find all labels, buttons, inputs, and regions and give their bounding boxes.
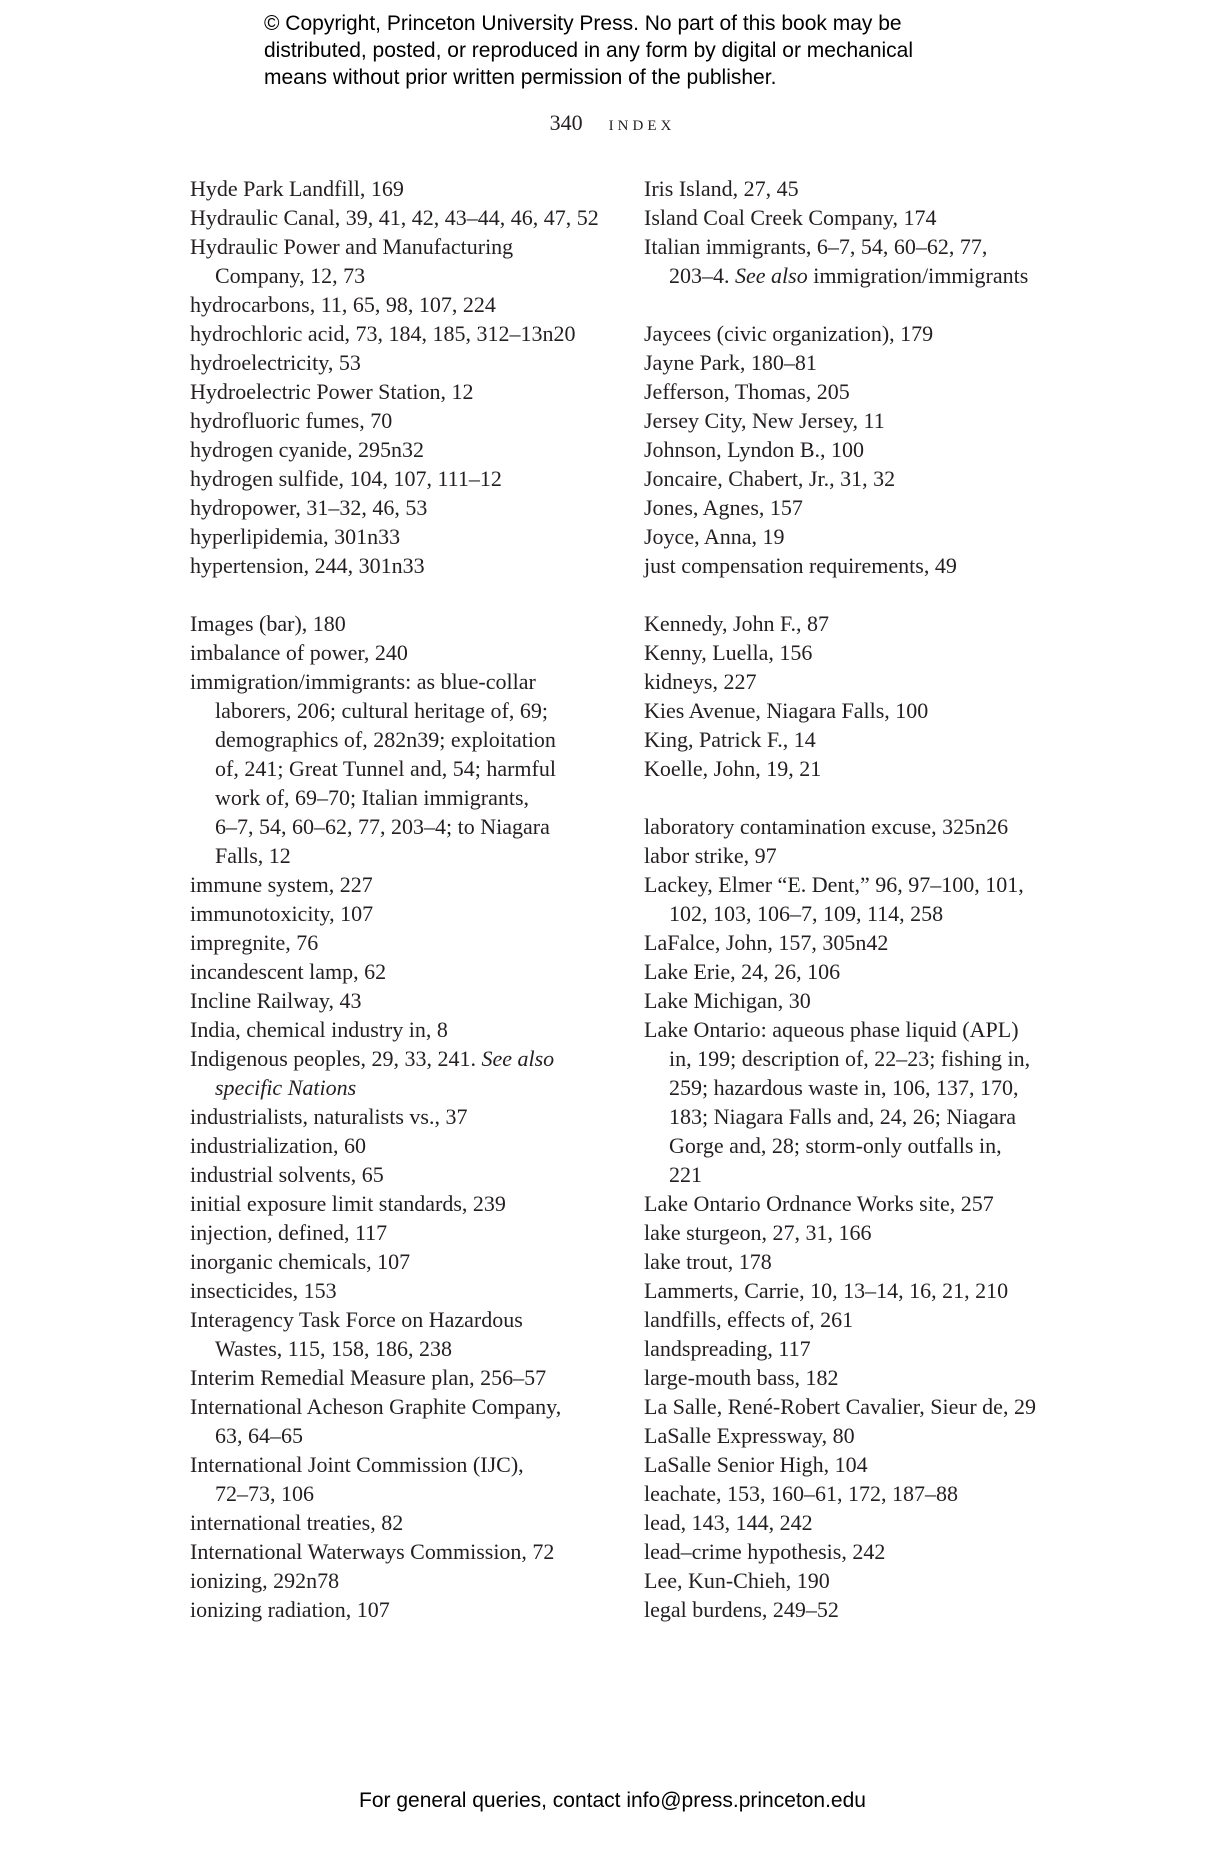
index-entry-line: 6–7, 54, 60–62, 77, 203–4; to Niagara [215, 814, 550, 839]
index-entry-line: hydrogen sulfide, 104, 107, 111–12 [190, 466, 502, 491]
index-entry-line: inorganic chemicals, 107 [190, 1249, 411, 1274]
index-entry [644, 841, 1089, 870]
index-entry [190, 1015, 635, 1044]
index-entry-line: Interagency Task Force on Hazardous [190, 1307, 523, 1332]
index-entry-line: Lake Erie, 24, 26, 106 [644, 959, 841, 984]
index-entry-line: Falls, 12 [215, 843, 291, 868]
index-entry-line: lake sturgeon, 27, 31, 166 [644, 1220, 872, 1245]
index-entry [190, 319, 635, 348]
index-entry [190, 1392, 635, 1450]
index-entry-line: Hydraulic Power and Manufacturing [190, 234, 514, 259]
index-entry-line: Lake Ontario: aqueous phase liquid (APL) [644, 1017, 1019, 1042]
index-entry [190, 1218, 635, 1247]
index-entry [644, 1334, 1089, 1363]
index-column-right [644, 174, 1089, 1624]
index-entry [644, 957, 1089, 986]
index-entry-line: Johnson, Lyndon B., 100 [644, 437, 865, 462]
index-entry [644, 232, 1089, 290]
index-entry [644, 1305, 1089, 1334]
index-entry [190, 377, 635, 406]
see-also-label: See also [735, 263, 808, 288]
index-entry-line: industrialization, 60 [190, 1133, 366, 1158]
index-entry [644, 870, 1089, 928]
letter-group-gap [644, 783, 1089, 812]
index-entry [190, 1566, 635, 1595]
index-entry-line: International Joint Commission (IJC), [190, 1452, 524, 1477]
index-entry-line: LaSalle Expressway, 80 [644, 1423, 855, 1448]
copyright-line: means without prior written permission of the publisher. [264, 66, 777, 89]
index-entry-line: work of, 69–70; Italian immigrants, [215, 785, 530, 810]
section-title: index [608, 110, 676, 135]
page-number: 340 [549, 110, 583, 135]
index-entry-line: Jaycees (civic organization), 179 [644, 321, 934, 346]
index-entry-line: Wastes, 115, 158, 186, 238 [215, 1336, 452, 1361]
index-entry-line: in, 199; description of, 22–23; fishing in, [669, 1046, 1031, 1071]
index-entry [190, 203, 635, 232]
index-entry-line: incandescent lamp, 62 [190, 959, 387, 984]
index-entry [644, 493, 1089, 522]
index-entry [190, 957, 635, 986]
index-entry [644, 1595, 1089, 1624]
index-entry [644, 435, 1089, 464]
index-entry-line: international treaties, 82 [190, 1510, 404, 1535]
index-entry-line: lead, 143, 144, 242 [644, 1510, 813, 1535]
index-entry-line: injection, defined, 117 [190, 1220, 388, 1245]
index-entry-line: hyperlipidemia, 301n33 [190, 524, 401, 549]
index-entry-line: ionizing radiation, 107 [190, 1597, 390, 1622]
index-entry-line: landspreading, 117 [644, 1336, 811, 1361]
index-entry [644, 1276, 1089, 1305]
index-entry [644, 464, 1089, 493]
index-entry-line: LaSalle Senior High, 104 [644, 1452, 868, 1477]
index-entry [644, 1537, 1089, 1566]
index-entry-line: lead–crime hypothesis, 242 [644, 1539, 886, 1564]
index-entry-line: leachate, 153, 160–61, 172, 187–88 [644, 1481, 959, 1506]
index-entry-line: Hydroelectric Power Station, 12 [190, 379, 474, 404]
index-entry [644, 1566, 1089, 1595]
index-entry-line: industrialists, naturalists vs., 37 [190, 1104, 468, 1129]
index-entry-line: 183; Niagara Falls and, 24, 26; Niagara [669, 1104, 1017, 1129]
running-head [0, 110, 1225, 136]
index-entry [644, 377, 1089, 406]
index-entry-line: of, 241; Great Tunnel and, 54; harmful [215, 756, 556, 781]
index-entry [190, 1305, 635, 1363]
footer-contact: For general queries, contact info@press.princeton.edu [359, 1789, 866, 1812]
index-entry [190, 464, 635, 493]
index-entry [190, 928, 635, 957]
index-entry [190, 232, 635, 290]
index-entry-line: hydrochloric acid, 73, 184, 185, 312–13n20 [190, 321, 576, 346]
index-entry [190, 1595, 635, 1624]
index-entry [190, 290, 635, 319]
index-entry-line: 102, 103, 106–7, 109, 114, 258 [669, 901, 944, 926]
index-entry [644, 1421, 1089, 1450]
index-entry-line: Hydraulic Canal, 39, 41, 42, 43–44, 46, 47, 52 [190, 205, 599, 230]
index-entry-line: hydropower, 31–32, 46, 53 [190, 495, 428, 520]
index-entry [644, 1247, 1089, 1276]
index-entry-line: Images (bar), 180 [190, 611, 346, 636]
index-entry-line: Joyce, Anna, 19 [644, 524, 785, 549]
index-entry [644, 812, 1089, 841]
index-entry [644, 1450, 1089, 1479]
index-entry-line: Gorge and, 28; storm-only outfalls in, [669, 1133, 1002, 1158]
index-entry-line: India, chemical industry in, 8 [190, 1017, 448, 1042]
letter-group-gap [644, 580, 1089, 609]
copyright-notice [264, 10, 1024, 91]
index-entry [644, 203, 1089, 232]
index-entry [190, 1363, 635, 1392]
index-entry [644, 986, 1089, 1015]
index-entry-line: Jefferson, Thomas, 205 [644, 379, 850, 404]
index-entry [190, 609, 635, 638]
see-also-target: specific Nations [215, 1075, 357, 1100]
letter-group-gap [644, 290, 1089, 319]
index-entry-line: Lackey, Elmer “E. Dent,” 96, 97–100, 101, [644, 872, 1024, 897]
index-entry-line: kidneys, 227 [644, 669, 757, 694]
index-entry-line: 203–4. [669, 263, 730, 288]
index-entry-line: imbalance of power, 240 [190, 640, 408, 665]
index-entry-line: immigration/immigrants: as blue-collar [190, 669, 536, 694]
index-entry [644, 1015, 1089, 1189]
index-entry-line: hypertension, 244, 301n33 [190, 553, 425, 578]
index-entry-line: Koelle, John, 19, 21 [644, 756, 822, 781]
index-entry [644, 1508, 1089, 1537]
index-entry-line: International Waterways Commission, 72 [190, 1539, 555, 1564]
index-entry-line: King, Patrick F., 14 [644, 727, 816, 752]
index-entry-line: Hyde Park Landfill, 169 [190, 176, 404, 201]
index-entry [190, 406, 635, 435]
index-entry [644, 928, 1089, 957]
index-entry [644, 406, 1089, 435]
index-entry [190, 1102, 635, 1131]
index-entry-line: impregnite, 76 [190, 930, 319, 955]
index-entry [190, 986, 635, 1015]
index-entry [190, 1131, 635, 1160]
index-entry-line: Island Coal Creek Company, 174 [644, 205, 937, 230]
index-entry [644, 348, 1089, 377]
index-entry-line: Jayne Park, 180–81 [644, 350, 817, 375]
copyright-line: © Copyright, Princeton University Press. No part of this book may be [264, 12, 902, 35]
index-entry-line: Lake Michigan, 30 [644, 988, 811, 1013]
index-entry-line: Lammerts, Carrie, 10, 13–14, 16, 21, 210 [644, 1278, 1009, 1303]
index-entry-line: insecticides, 153 [190, 1278, 337, 1303]
index-entry [644, 319, 1089, 348]
index-entry-line: hydroelectricity, 53 [190, 350, 361, 375]
index-entry [190, 1450, 635, 1508]
index-entry [190, 1044, 635, 1102]
index-entry-line: legal burdens, 249–52 [644, 1597, 839, 1622]
index-entry [644, 667, 1089, 696]
index-entry [190, 522, 635, 551]
index-entry-line: Incline Railway, 43 [190, 988, 362, 1013]
index-entry-line: 259; hazardous waste in, 106, 137, 170, [669, 1075, 1019, 1100]
index-entry-line: Interim Remedial Measure plan, 256–57 [190, 1365, 547, 1390]
index-column-left [190, 174, 635, 1624]
index-entry [190, 899, 635, 928]
index-entry [190, 348, 635, 377]
letter-group-gap [190, 580, 635, 609]
see-also-target: immigration/immigrants [813, 263, 1029, 288]
index-entry-line: Kennedy, John F., 87 [644, 611, 830, 636]
index-entry [190, 493, 635, 522]
index-entry-line: laboratory contamination excuse, 325n26 [644, 814, 1009, 839]
index-entry-line: Jones, Agnes, 157 [644, 495, 803, 520]
index-entry-line: landfills, effects of, 261 [644, 1307, 854, 1332]
index-entry [644, 174, 1089, 203]
index-entry-line: Kies Avenue, Niagara Falls, 100 [644, 698, 929, 723]
index-entry-line: Company, 12, 73 [215, 263, 366, 288]
index-entry [644, 522, 1089, 551]
index-entry-line: 63, 64–65 [215, 1423, 303, 1448]
index-entry-line: industrial solvents, 65 [190, 1162, 384, 1187]
index-entry [644, 754, 1089, 783]
index-entry-line: immune system, 227 [190, 872, 373, 897]
index-entry-line: Jersey City, New Jersey, 11 [644, 408, 885, 433]
copyright-line: distributed, posted, or reproduced in any form by digital or mechanical [264, 39, 914, 62]
index-entry [190, 1189, 635, 1218]
index-entry-line: 72–73, 106 [215, 1481, 314, 1506]
index-entry [190, 1160, 635, 1189]
index-entry-line: LaFalce, John, 157, 305n42 [644, 930, 889, 955]
index-entry-line: labor strike, 97 [644, 843, 777, 868]
index-entry [190, 638, 635, 667]
index-entry [190, 174, 635, 203]
index-entry [190, 1247, 635, 1276]
index-entry-line: lake trout, 178 [644, 1249, 772, 1274]
index-entry-line: Lake Ontario Ordnance Works site, 257 [644, 1191, 994, 1216]
index-entry-line: La Salle, René-Robert Cavalier, Sieur de, 29 [644, 1394, 1036, 1419]
index-entry [644, 1218, 1089, 1247]
index-entry-line: laborers, 206; cultural heritage of, 69; [215, 698, 548, 723]
index-entry-line: Joncaire, Chabert, Jr., 31, 32 [644, 466, 896, 491]
index-entry [644, 609, 1089, 638]
index-entry [644, 1479, 1089, 1508]
index-entry [644, 1189, 1089, 1218]
index-entry [644, 696, 1089, 725]
index-entry-line: International Acheson Graphite Company, [190, 1394, 562, 1419]
index-entry-line: hydrocarbons, 11, 65, 98, 107, 224 [190, 292, 496, 317]
index-entry-line: 221 [669, 1162, 702, 1187]
index-entry-line: Lee, Kun-Chieh, 190 [644, 1568, 830, 1593]
index-entry-line: Kenny, Luella, 156 [644, 640, 813, 665]
index-entry-line: Indigenous peoples, 29, 33, 241. [190, 1046, 476, 1071]
index-entry-line: demographics of, 282n39; exploitation [215, 727, 556, 752]
index-entry [190, 1508, 635, 1537]
index-entry-line: Iris Island, 27, 45 [644, 176, 799, 201]
index-entry [190, 435, 635, 464]
index-entry [644, 725, 1089, 754]
index-entry-line: hydrogen cyanide, 295n32 [190, 437, 424, 462]
index-entry-line: ionizing, 292n78 [190, 1568, 340, 1593]
index-entry-line: large-mouth bass, 182 [644, 1365, 839, 1390]
index-entry [644, 551, 1089, 580]
index-entry-line: immunotoxicity, 107 [190, 901, 374, 926]
index-entry-line: just compensation requirements, 49 [644, 553, 957, 578]
index-entry [644, 1392, 1089, 1421]
index-entry [644, 638, 1089, 667]
index-entry [190, 551, 635, 580]
index-entry [190, 1537, 635, 1566]
index-entry-line: Italian immigrants, 6–7, 54, 60–62, 77, [644, 234, 988, 259]
index-entry [644, 1363, 1089, 1392]
index-entry-line: initial exposure limit standards, 239 [190, 1191, 506, 1216]
see-also-label: See also [481, 1046, 555, 1071]
index-entry [190, 870, 635, 899]
index-entry [190, 667, 635, 870]
index-entry-line: hydrofluoric fumes, 70 [190, 408, 393, 433]
index-entry [190, 1276, 635, 1305]
